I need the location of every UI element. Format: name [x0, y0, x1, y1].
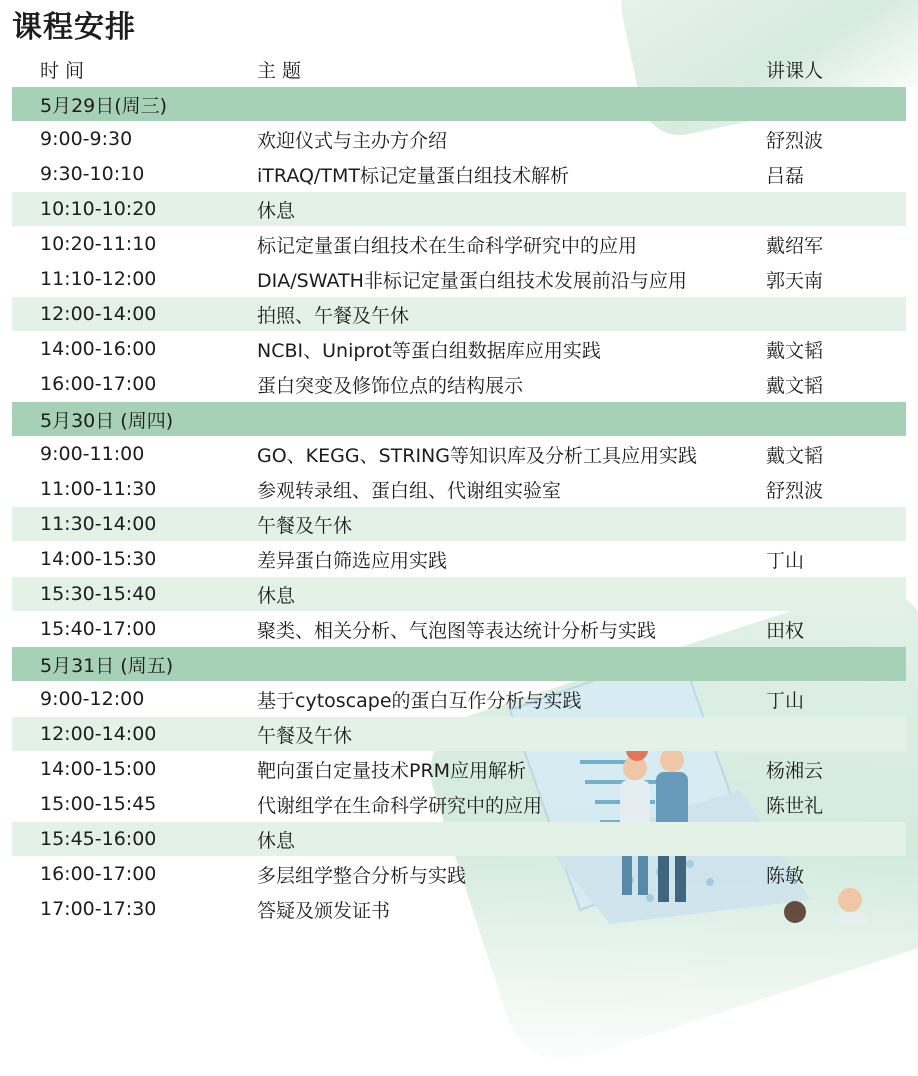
date-row [12, 87, 906, 121]
time-cell: 9:30-10:10 [40, 163, 145, 185]
date-row [12, 402, 906, 436]
topic-cell: 基于cytoscape的蛋白互作分析与实践 [257, 689, 582, 712]
speaker-cell: 戴文韬 [766, 339, 824, 362]
header-time: 时 间 [40, 59, 85, 82]
time-cell: 16:00-17:00 [40, 373, 157, 395]
table-row [12, 892, 906, 926]
time-cell: 15:00-15:45 [40, 793, 157, 815]
topic-cell: 差异蛋白筛选应用实践 [257, 549, 448, 572]
topic-cell: 拍照、午餐及午休 [257, 304, 410, 327]
time-cell: 9:00-11:00 [40, 443, 145, 465]
topic-cell: 午餐及午休 [257, 514, 353, 537]
topic-cell: 休息 [257, 829, 296, 852]
date-label: 5月29日(周三) [40, 94, 168, 117]
table-row [12, 122, 906, 156]
topic-cell: 靶向蛋白定量技术PRM应用解析 [257, 759, 527, 782]
speaker-cell: 戴绍军 [766, 234, 824, 257]
speaker-cell: 郭天南 [766, 269, 824, 292]
topic-cell: 代谢组学在生命科学研究中的应用 [257, 794, 543, 817]
speaker-cell: 陈敏 [766, 864, 805, 887]
table-row [12, 157, 906, 191]
time-cell: 15:45-16:00 [40, 828, 157, 850]
time-cell: 10:20-11:10 [40, 233, 157, 255]
table-row [12, 437, 906, 471]
table-row [12, 332, 906, 366]
table-row [12, 787, 906, 821]
date-label: 5月30日 (周四) [40, 409, 174, 432]
time-cell: 17:00-17:30 [40, 898, 157, 920]
date-label: 5月31日 (周五) [40, 654, 174, 677]
table-row [12, 297, 906, 331]
header-speaker: 讲课人 [766, 59, 824, 82]
topic-cell: 聚类、相关分析、气泡图等表达统计分析与实践 [257, 619, 657, 642]
table-row [12, 542, 906, 576]
time-cell: 10:10-10:20 [40, 198, 157, 220]
table-row [12, 472, 906, 506]
time-cell: 14:00-15:30 [40, 548, 157, 570]
table-row [12, 192, 906, 226]
topic-cell: 欢迎仪式与主办方介绍 [257, 129, 448, 152]
topic-cell: 多层组学整合分析与实践 [257, 864, 467, 887]
speaker-cell: 陈世礼 [766, 794, 824, 817]
table-row [12, 682, 906, 716]
time-cell: 11:10-12:00 [40, 268, 157, 290]
speaker-cell: 戴文韬 [766, 374, 824, 397]
topic-cell: 参观转录组、蛋白组、代谢组实验室 [257, 479, 562, 502]
topic-cell: NCBI、Uniprot等蛋白组数据库应用实践 [257, 339, 601, 362]
speaker-cell: 丁山 [766, 689, 805, 712]
time-cell: 9:00-9:30 [40, 128, 133, 150]
topic-cell: 蛋白突变及修饰位点的结构展示 [257, 374, 524, 397]
time-cell: 15:30-15:40 [40, 583, 157, 605]
topic-cell: DIA/SWATH非标记定量蛋白组技术发展前沿与应用 [257, 269, 687, 292]
topic-cell: 休息 [257, 584, 296, 607]
time-cell: 12:00-14:00 [40, 723, 157, 745]
table-row [12, 752, 906, 786]
speaker-cell: 舒烈波 [766, 129, 824, 152]
time-cell: 11:30-14:00 [40, 513, 157, 535]
speaker-cell: 吕磊 [766, 164, 805, 187]
table-row [12, 262, 906, 296]
topic-cell: 标记定量蛋白组技术在生命科学研究中的应用 [257, 234, 638, 257]
speaker-cell: 丁山 [766, 549, 805, 572]
speaker-cell: 杨湘云 [766, 759, 824, 782]
time-cell: 14:00-15:00 [40, 758, 157, 780]
topic-cell: iTRAQ/TMT标记定量蛋白组技术解析 [257, 164, 569, 187]
table-header [12, 52, 906, 86]
time-cell: 11:00-11:30 [40, 478, 157, 500]
header-topic: 主 题 [257, 59, 302, 82]
speaker-cell: 戴文韬 [766, 444, 824, 467]
table-row [12, 367, 906, 401]
time-cell: 14:00-16:00 [40, 338, 157, 360]
table-row [12, 577, 906, 611]
topic-cell: 休息 [257, 199, 296, 222]
time-cell: 15:40-17:00 [40, 618, 157, 640]
date-row [12, 647, 906, 681]
topic-cell: 午餐及午休 [257, 724, 353, 747]
time-cell: 16:00-17:00 [40, 863, 157, 885]
topic-cell: 答疑及颁发证书 [257, 899, 391, 922]
table-row [12, 612, 906, 646]
table-row [12, 822, 906, 856]
page-title: 课程安排 [12, 10, 136, 45]
speaker-cell: 舒烈波 [766, 479, 824, 502]
table-row [12, 717, 906, 751]
speaker-cell: 田权 [766, 619, 805, 642]
table-row [12, 227, 906, 261]
table-row [12, 857, 906, 891]
table-row [12, 507, 906, 541]
time-cell: 9:00-12:00 [40, 688, 145, 710]
topic-cell: GO、KEGG、STRING等知识库及分析工具应用实践 [257, 444, 697, 467]
time-cell: 12:00-14:00 [40, 303, 157, 325]
